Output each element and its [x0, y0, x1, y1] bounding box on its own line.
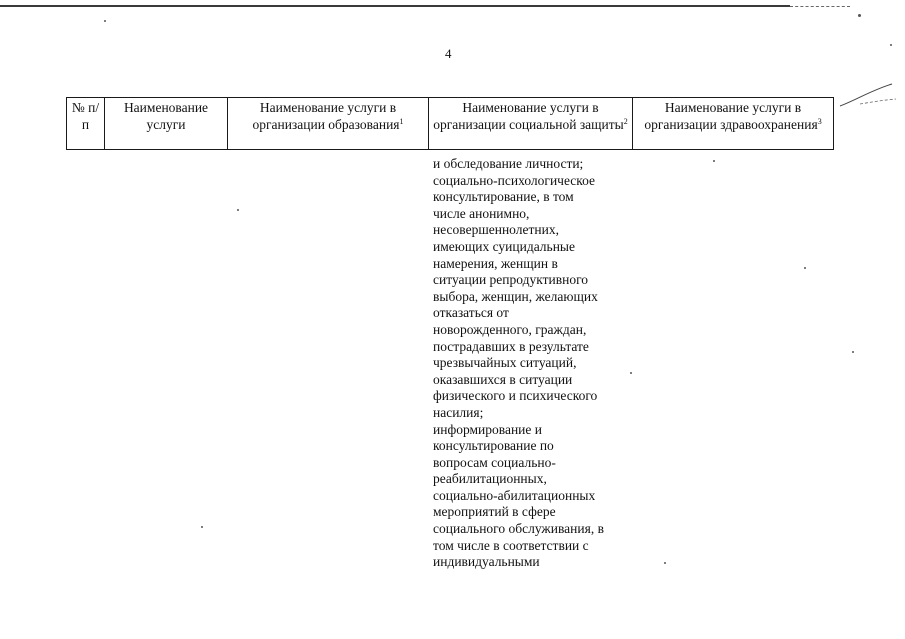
text-line: и обследование личности; — [433, 156, 584, 171]
text-line: социально-абилитационных — [433, 487, 596, 503]
text-line: реабилитационных, — [433, 471, 547, 487]
column-header-number — [67, 98, 105, 150]
text-line: консультирование, в том — [433, 189, 574, 205]
text-line: имеющих суицидальные — [433, 238, 575, 254]
pen-mark — [838, 80, 898, 110]
scan-speck — [804, 267, 806, 269]
text-line: выбора, женщин, желающих — [433, 288, 598, 304]
text-line: оказавшихся в ситуации — [433, 371, 573, 387]
text-line: чрезвычайных ситуаций, — [433, 355, 577, 371]
text-line: социального обслуживания, в — [433, 521, 604, 537]
text-line: вопросам социально- — [433, 454, 556, 470]
column-header-healthcare-service — [633, 98, 834, 150]
scan-speck — [858, 14, 861, 17]
scan-speck — [890, 44, 892, 46]
scan-speck — [237, 209, 239, 211]
text-line: намерения, женщин в — [433, 255, 558, 271]
footnote-mark: 1 — [399, 117, 404, 126]
text-line: мероприятий в сфере — [433, 504, 556, 520]
footnote-mark: 3 — [817, 117, 822, 126]
scan-speck — [852, 351, 854, 353]
column-header-label: Наименование услуги — [123, 100, 209, 132]
text-line: новорожденного, граждан, — [433, 321, 587, 337]
services-table-header — [66, 97, 834, 150]
text-line: информирование и — [433, 421, 542, 437]
column-header-label: № п/п — [71, 100, 100, 132]
column-header-education-service — [228, 98, 429, 150]
column-header-label: Наименование услуги в организации социальной защиты — [433, 100, 624, 132]
scan-top-rule — [0, 5, 790, 7]
scan-speck — [630, 372, 632, 374]
text-line: несовершеннолетних, — [433, 222, 559, 238]
text-line: ситуации репродуктивного — [433, 272, 589, 288]
text-line: пострадавших в результате — [433, 338, 589, 354]
scan-top-rule-dashed — [790, 6, 850, 7]
text-line: индивидуальными — [433, 554, 540, 570]
text-line: том числе в соответствии с — [433, 537, 589, 553]
social-protection-service-text — [433, 156, 648, 571]
text-line: числе анонимно, — [433, 205, 530, 221]
text-line: насилия; — [433, 404, 484, 420]
column-header-label: Наименование услуги в организации здравоохранения — [644, 100, 818, 132]
column-header-service-name — [105, 98, 228, 150]
column-header-social-protection-service — [429, 98, 633, 150]
text-line: физического и психического — [433, 388, 598, 404]
scan-speck — [201, 526, 203, 528]
column-header-label: Наименование услуги в организации образования — [252, 100, 400, 132]
footnote-mark: 2 — [623, 117, 628, 126]
table-header-row — [67, 98, 834, 150]
text-line: консультирование по — [433, 438, 554, 454]
text-line: отказаться от — [433, 305, 509, 321]
page-number: 4 — [445, 46, 452, 61]
scan-speck — [713, 160, 715, 162]
text-line: социально-психологическое — [433, 172, 596, 188]
scan-speck — [664, 562, 666, 564]
scan-speck — [104, 20, 106, 22]
